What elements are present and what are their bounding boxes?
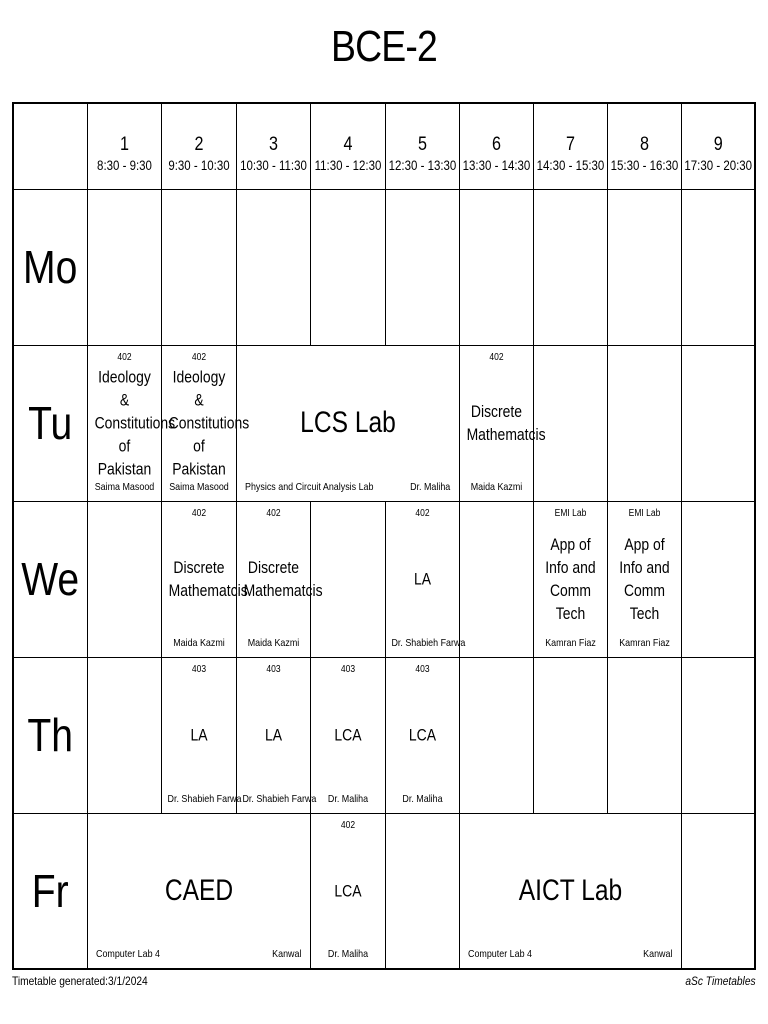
- brand-label: aSc Timetables: [685, 974, 756, 988]
- empty-slot: [385, 189, 459, 345]
- subject-label: Discrete Mathematcis: [168, 558, 248, 600]
- class-slot: [385, 657, 459, 813]
- class-slot: [459, 813, 681, 969]
- teacher-label: Dr. Maliha: [401, 792, 443, 805]
- day-row-th: [13, 657, 755, 813]
- teacher-label: Dr. Maliha: [410, 480, 451, 493]
- empty-slot: [533, 345, 607, 501]
- class-slot: [236, 345, 459, 501]
- room-label: 403: [340, 663, 355, 675]
- subject-label: Ideology & Constitutions of Pakistan: [168, 367, 249, 479]
- empty-slot: [533, 657, 607, 813]
- subject-label: LCS Lab: [299, 406, 396, 439]
- period-header-9: 9 17:30 - 20:30: [681, 103, 755, 189]
- period-header-3: 3 10:30 - 11:30: [236, 103, 310, 189]
- timetable: [12, 102, 756, 970]
- empty-slot: [607, 345, 681, 501]
- subject-label: LA: [264, 725, 282, 745]
- day-row-tu: [13, 345, 755, 501]
- period-header-5: 5 12:30 - 13:30: [385, 103, 459, 189]
- subject-label: Ideology & Constitutions of Pakistan: [94, 367, 175, 479]
- class-slot: [236, 501, 323, 657]
- day-label-fr: Fr: [19, 813, 82, 969]
- teacher-label: Dr. Shabieh Farwa: [390, 636, 465, 649]
- empty-slot: [459, 657, 533, 813]
- empty-slot: [681, 501, 755, 657]
- subject-label: Discrete Mathematcis: [466, 402, 546, 444]
- period-header-8: 8 15:30 - 16:30: [607, 103, 681, 189]
- teacher-label: Dr. Maliha: [327, 948, 368, 960]
- header-row: [13, 103, 755, 189]
- teacher-label: Kamran Fiaz: [544, 636, 596, 649]
- generated-date: Timetable generated:3/1/2024: [12, 974, 148, 988]
- empty-slot: [681, 813, 755, 969]
- class-slot: [87, 813, 310, 969]
- empty-slot: [385, 813, 459, 969]
- period-header-2: 2 9:30 - 10:30: [161, 103, 236, 189]
- day-label-th: Th: [19, 657, 82, 813]
- period-header-7: 7 14:30 - 15:30: [533, 103, 607, 189]
- teacher-label: Dr. Maliha: [327, 792, 368, 805]
- subject-label: LCA: [333, 881, 362, 901]
- empty-slot: [681, 189, 755, 345]
- class-slot: [161, 345, 249, 501]
- day-row-fr: [13, 813, 755, 969]
- teacher-label: Kamran Fiaz: [618, 636, 670, 649]
- teacher-label: Maida Kazmi: [172, 636, 225, 649]
- teacher-label: Dr. Shabieh Farwa: [167, 792, 241, 805]
- class-slot: [385, 501, 465, 657]
- empty-slot: [310, 189, 385, 345]
- room-label: 402: [265, 507, 281, 519]
- room-label: 402: [488, 351, 504, 363]
- subject-label: LCA: [408, 725, 436, 745]
- empty-slot: [87, 501, 161, 657]
- day-row-mo: [13, 189, 755, 345]
- empty-slot: [607, 189, 681, 345]
- corner-cell: [13, 103, 87, 189]
- subject-label: LCA: [333, 725, 362, 745]
- teacher-label: Saima Masood: [94, 480, 154, 493]
- subject-label: LA: [189, 725, 208, 745]
- room-label: Computer Lab 4: [95, 948, 160, 960]
- class-slot: [161, 657, 241, 813]
- period-header-1: 1 8:30 - 9:30: [87, 103, 161, 189]
- teacher-label: Dr. Shabieh Farwa: [241, 792, 316, 805]
- subject-label: App of Info and Comm Tech: [618, 535, 670, 623]
- empty-slot: [681, 345, 755, 501]
- subject-label: Discrete Mathematcis: [243, 558, 323, 600]
- period-header-4: 4 11:30 - 12:30: [310, 103, 385, 189]
- page-title: BCE-2: [331, 22, 437, 71]
- subject-label: App of Info and Comm Tech: [544, 535, 596, 623]
- empty-slot: [236, 189, 310, 345]
- room-label: 402: [191, 351, 206, 363]
- day-label-mo: Mo: [19, 189, 82, 345]
- room-label: 403: [414, 663, 430, 675]
- class-slot: [161, 501, 248, 657]
- period-header-6: 6 13:30 - 14:30: [459, 103, 533, 189]
- room-label: EMI Lab: [554, 507, 586, 519]
- class-slot: [310, 657, 385, 813]
- subject-label: CAED: [164, 873, 233, 907]
- class-slot: [533, 501, 607, 657]
- room-label: Computer Lab 4: [467, 948, 532, 960]
- class-slot: [87, 345, 175, 501]
- room-label: 403: [191, 663, 206, 675]
- room-label: 402: [340, 819, 355, 831]
- room-label: 403: [265, 663, 281, 675]
- empty-slot: [681, 657, 755, 813]
- room-label: EMI Lab: [628, 507, 660, 519]
- empty-slot: [87, 189, 161, 345]
- empty-slot: [459, 189, 533, 345]
- empty-slot: [533, 189, 607, 345]
- teacher-label: Maida Kazmi: [247, 636, 299, 649]
- course-label: Physics and Circuit Analysis Lab: [244, 480, 373, 493]
- day-row-we: [13, 501, 755, 657]
- teacher-label: Kanwal: [272, 948, 302, 960]
- subject-label: AICT Lab: [518, 873, 622, 907]
- subject-label: LA: [413, 569, 431, 589]
- teacher-label: Saima Masood: [168, 480, 229, 493]
- empty-slot: [87, 657, 161, 813]
- class-slot: [459, 345, 546, 501]
- room-label: 402: [414, 507, 430, 519]
- empty-slot: [161, 189, 236, 345]
- teacher-label: Maida Kazmi: [470, 480, 522, 493]
- room-label: 402: [116, 351, 132, 363]
- empty-slot: [310, 501, 385, 657]
- empty-slot: [607, 657, 681, 813]
- day-label-tu: Tu: [19, 345, 82, 501]
- empty-slot: [459, 501, 533, 657]
- day-label-we: We: [19, 501, 82, 657]
- teacher-label: Kanwal: [643, 948, 673, 960]
- class-slot: [236, 657, 316, 813]
- class-slot: [310, 813, 385, 969]
- class-slot: [607, 501, 681, 657]
- room-label: 402: [191, 507, 206, 519]
